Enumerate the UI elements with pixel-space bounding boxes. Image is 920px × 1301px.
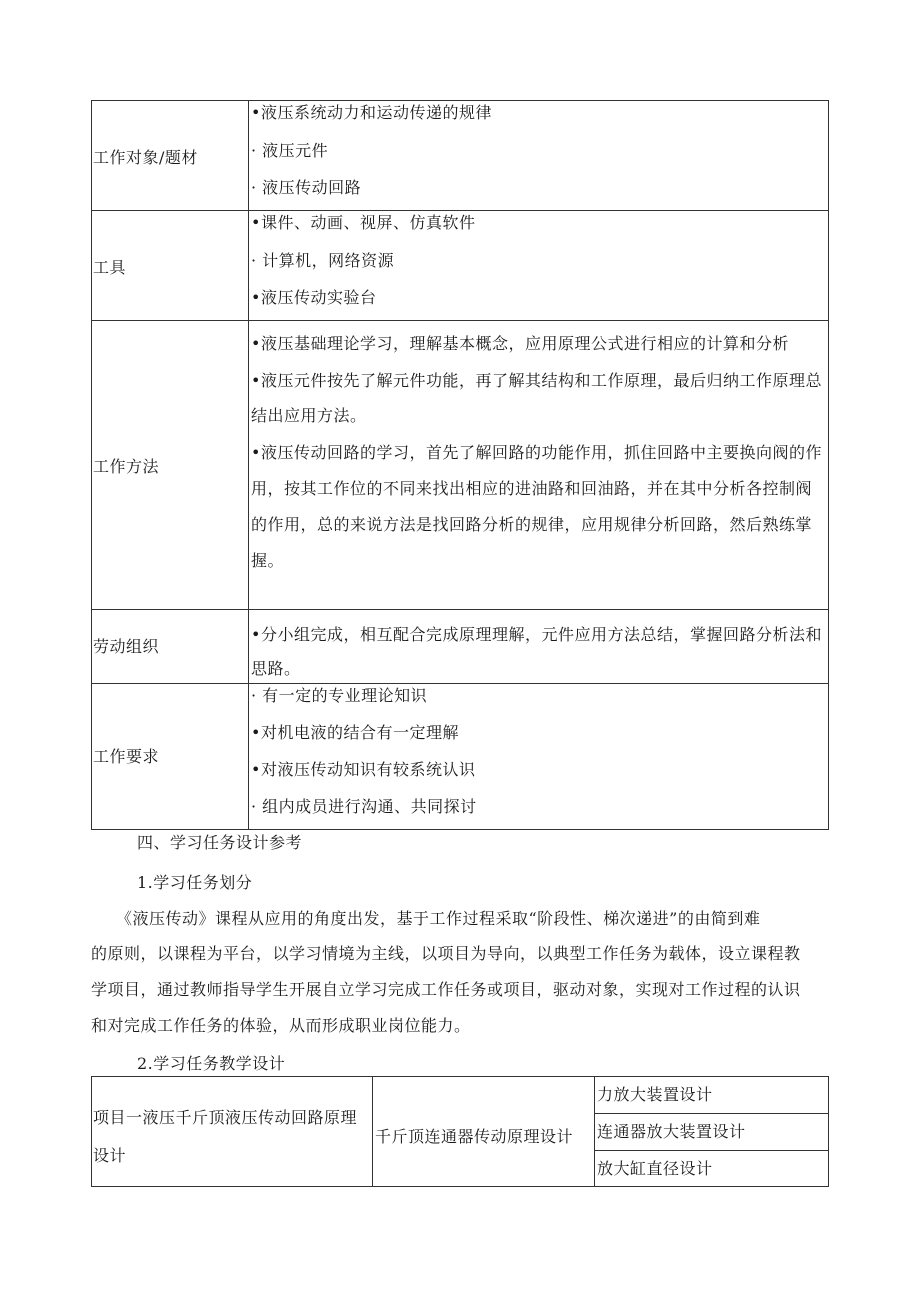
table1-divider: [91, 210, 829, 211]
list-item: 握。: [251, 551, 285, 570]
table2-column-divider: [372, 1076, 373, 1187]
list-item: •对液压传动知识有较系统认识: [251, 760, 476, 779]
task-cell: 千斤顶连通器传动原理设计: [375, 1127, 574, 1146]
table2-column-divider: [594, 1076, 595, 1187]
paragraph-line: 学项目，通过教师指导学生开展自立学习完成工作任务或项目，驱动对象，实现对工作过程的认识: [91, 980, 801, 999]
table2-border-top: [91, 1076, 829, 1077]
project-cell-line: 项目一液压千斤顶液压传动回路原理: [93, 1108, 358, 1127]
subsection-heading: 1.学习任务划分: [137, 873, 253, 892]
table2-border-right: [828, 1076, 829, 1187]
list-item: 结出应用方法。: [251, 406, 367, 425]
paragraph-line: 《液压传动》课程从应用的角度出发，基于工作过程采取“阶段性、梯次递进”的由简到难: [116, 909, 761, 928]
table1-divider: [91, 609, 829, 610]
row-label-work-object: 工作对象/题材: [93, 148, 198, 167]
table2-row-divider: [594, 1113, 829, 1114]
row-label-labor-organization: 劳动组织: [93, 637, 160, 656]
list-item: •液压基础理论学习，理解基本概念，应用原理公式进行相应的计算和分析: [251, 334, 789, 353]
list-item: 用，按其工作位的不同来找出相应的进油路和回油路，并在其中分析各控制阀: [251, 479, 813, 498]
row-label-work-requirements: 工作要求: [93, 747, 160, 766]
table1-divider: [91, 683, 829, 684]
subtask-cell: 连通器放大装置设计: [597, 1122, 746, 1141]
table2-row-divider: [594, 1150, 829, 1151]
row-label-tools: 工具: [93, 258, 127, 277]
table1-column-divider: [248, 100, 249, 830]
list-item: 的作用，总的来说方法是找回路分析的规律，应用规律分析回路，然后熟练掌: [251, 515, 813, 534]
list-item: · 组内成员进行沟通、共同探讨: [251, 797, 477, 816]
table1-border-top: [91, 100, 829, 101]
project-cell-line: 设计: [93, 1146, 127, 1165]
paragraph-line: 和对完成工作任务的体验，从而形成职业岗位能力。: [91, 1016, 471, 1035]
table1-border-right: [828, 100, 829, 830]
subtask-cell: 放大缸直径设计: [597, 1159, 713, 1178]
list-item: •液压系统动力和运动传递的规律: [251, 103, 492, 122]
list-item: •课件、动画、视屏、仿真软件: [251, 213, 476, 232]
section-heading: 四、学习任务设计参考: [137, 833, 303, 852]
list-item: •液压元件按先了解元件功能，再了解其结构和工作原理，最后归纳工作原理总: [251, 371, 822, 390]
subsection-heading: 2.学习任务教学设计: [137, 1054, 286, 1073]
list-item: · 液压传动回路: [251, 178, 362, 197]
list-item: · 液压元件: [251, 141, 329, 160]
table2-border-bottom: [91, 1186, 829, 1187]
subtask-cell: 力放大装置设计: [597, 1085, 713, 1104]
list-item: 思路。: [251, 659, 301, 678]
paragraph-line: 的原则，以课程为平台，以学习情境为主线，以项目为导向，以典型工作任务为载体，设立课程教: [91, 944, 801, 963]
list-item: •对机电液的结合有一定理解: [251, 723, 459, 742]
list-item: •液压传动实验台: [251, 288, 377, 307]
table1-divider: [91, 320, 829, 321]
row-label-work-method: 工作方法: [93, 457, 160, 476]
list-item: · 有一定的专业理论知识: [251, 686, 428, 705]
table1-border-bottom: [91, 829, 829, 830]
table2-border-left: [91, 1076, 92, 1187]
table1-border-left: [91, 100, 92, 830]
list-item: · 计算机，网络资源: [251, 251, 395, 270]
list-item: •液压传动回路的学习，首先了解回路的功能作用，抓住回路中主要换向阀的作: [251, 443, 822, 462]
list-item: •分小组完成，相互配合完成原理理解，元件应用方法总结，掌握回路分析法和: [251, 625, 822, 644]
